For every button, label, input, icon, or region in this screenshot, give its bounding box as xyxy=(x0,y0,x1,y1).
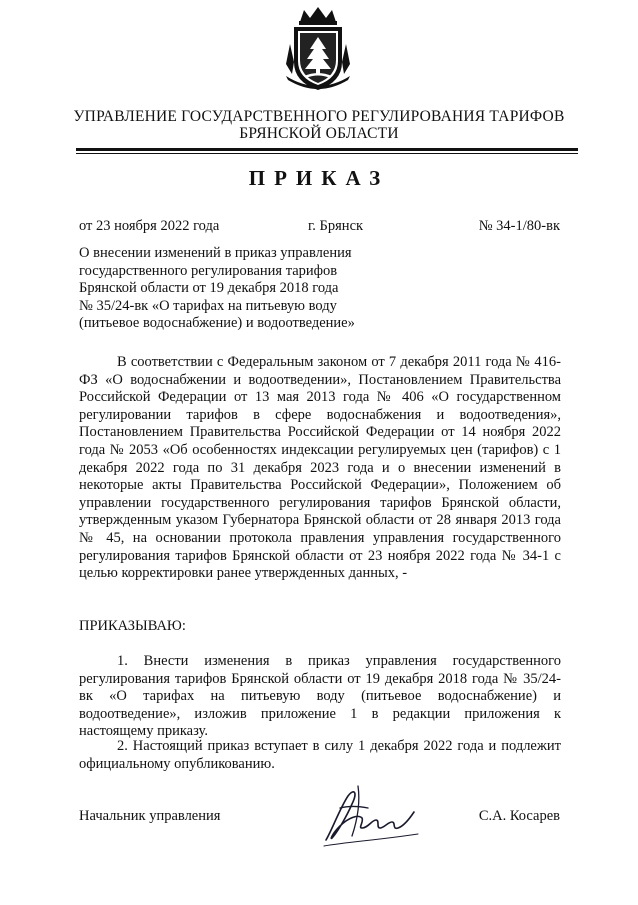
signatory-position: Начальник управления xyxy=(79,808,221,824)
subject-line: № 35/24-вк «О тарифах на питьевую воду xyxy=(79,297,337,314)
header-divider-thick xyxy=(76,148,578,151)
organization-name-line1: УПРАВЛЕНИЕ ГОСУДАРСТВЕННОГО РЕГУЛИРОВАНИЯ ТАРИФОВ xyxy=(73,108,565,125)
subject-line: О внесении изменений в приказ управления xyxy=(79,245,352,261)
order-item-2: 2. Настоящий приказ вступает в силу 1 декабря 2022 года и подлежит официальному опубликованию. xyxy=(79,738,561,772)
header-divider-thin xyxy=(76,153,578,154)
preamble-paragraph: В соответствии с Федеральным законом от 7 декабря 2011 года № 416-ФЗ «О водоснабжении и водоотведении», Постановлением Правительства Российской Федерации от 13 мая 2013 года № 406 «О государственном регулировании тарифов в сфере водоснабжения и водоотведения», Постановлением Правительства Российской Федерации от 14 ноября 2022 года № 2053 «Об особенностях индексации регулируемых цен (тарифов) с 1 декабря 2022 года по 31 декабря 2023 года и о внесении изменений в некоторые акты Правительства Российской Федерации», Положением об управлении государственного регулирования тарифов Брянской области, утвержденным указом Губернатора Брянской области от 28 января 2013 года № 45, на основании протокола правления управления государственного регулирования тарифов Брянской области от 23 ноября 2022 года № 34-1 с целью корректировки ранее утвержденных данных, - xyxy=(79,354,561,582)
subject-line: (питьевое водоснабжение) и водоотведение» xyxy=(79,315,355,331)
order-word: ПРИКАЗЫВАЮ: xyxy=(79,618,186,634)
bryansk-coat-of-arms-icon xyxy=(280,4,356,94)
document-date: от 23 ноября 2022 года xyxy=(79,218,220,234)
signatory-name: С.А. Косарев xyxy=(478,808,560,824)
handwritten-signature xyxy=(318,778,433,850)
order-item-1: 1. Внести изменения в приказ управления государственного регулирования тарифов Брянской области от 19 декабря 2018 года № 35/24-вк «О тарифах на питьевую воду (питьевое водоснабжение) и водоотведение», изложив приложение 1 в редакции приложения к настоящему приказу. xyxy=(79,653,561,740)
organization-name-line2: БРЯНСКОЙ ОБЛАСТИ xyxy=(239,125,399,142)
subject-line: Брянской области от 19 декабря 2018 года xyxy=(79,280,339,296)
subject-line: государственного регулирования тарифов xyxy=(79,262,338,279)
document-subject xyxy=(79,245,355,333)
document-city: г. Брянск xyxy=(308,218,364,234)
document-number: № 34-1/80-вк xyxy=(478,218,560,234)
document-title: ПРИКАЗ xyxy=(248,166,390,190)
